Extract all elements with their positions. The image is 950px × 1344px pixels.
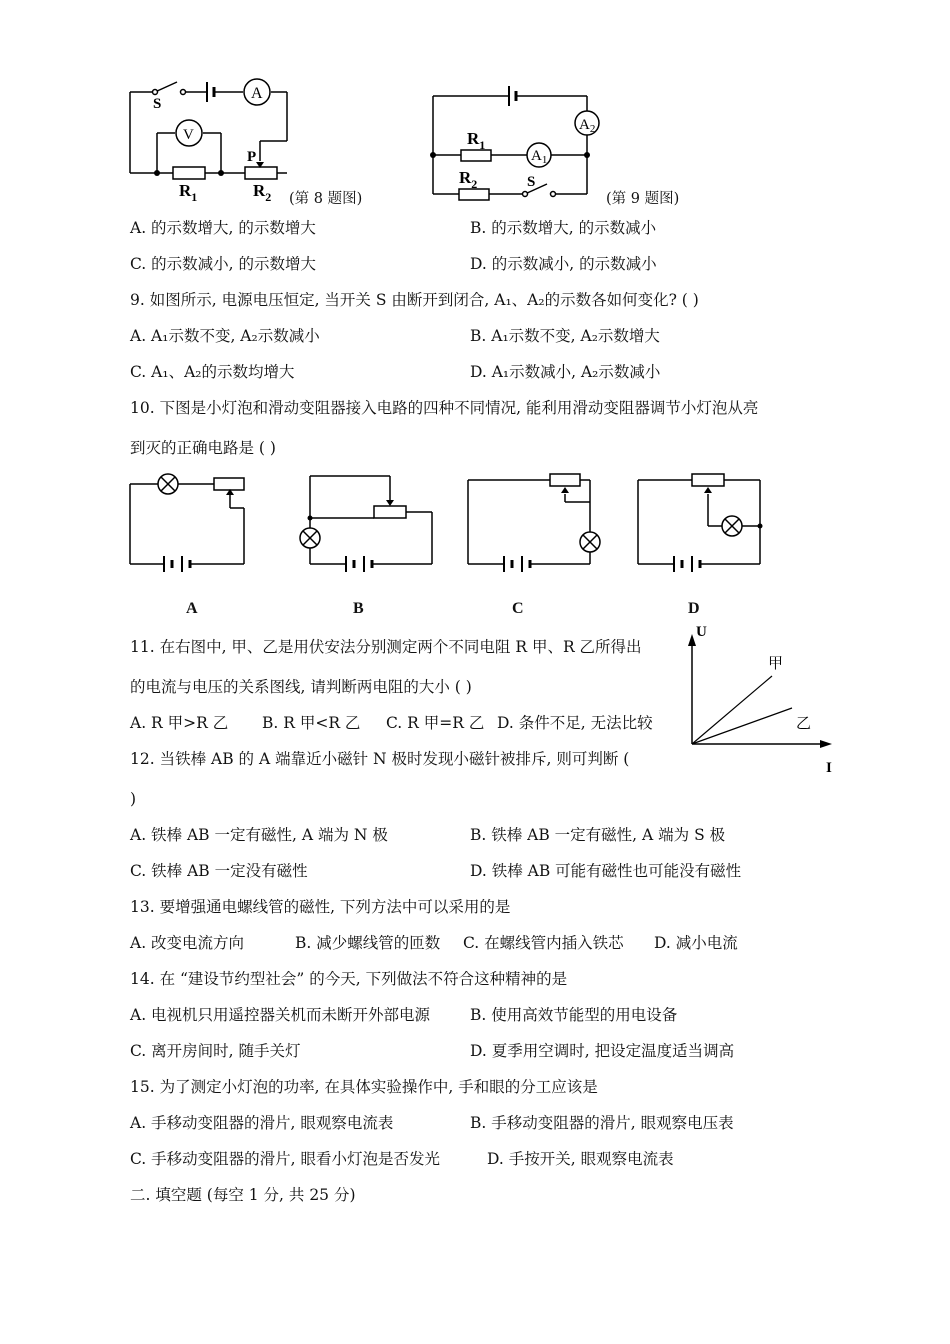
q8-r2-subscript: 2 [265,190,272,204]
q8-figure-caption: (第 8 题图) [289,191,363,207]
q13-stem: 13. 要增强通电螺线管的磁性, 下列方法中可以采用的是 [130,898,511,916]
q12-option-c[interactable]: C. 铁棒 AB 一定没有磁性 [130,862,308,880]
q9-circuit-diagram [425,84,605,204]
q8-slider-label: P [247,149,257,165]
q10-stem-line2: 到灭的正确电路是 ( ) [130,439,276,457]
q15-stem: 15. 为了测定小灯泡的功率, 在具体实验操作中, 手和眼的分工应该是 [130,1078,598,1096]
q12-stem-line2: ) [130,790,137,808]
svg-text:R1 [467,129,485,152]
q11-stem-line1: 11. 在右图中, 甲、乙是用伏安法分别测定两个不同电阻 R 甲、R 乙所得出 [130,638,642,656]
q10-label-d: D [688,600,700,617]
q10-circuit-a [128,472,253,577]
svg-text:R1 [179,181,197,204]
q9-figure-caption: (第 9 题图) [606,191,680,207]
q14-option-a[interactable]: A. 电视机只用遥控器关机而未断开外部电源 [130,1006,431,1024]
q15-option-d[interactable]: D. 手按开关, 眼观察电流表 [487,1150,674,1168]
q9-a2-subscript: 2 [589,123,596,135]
q11-y-axis-label: U [696,624,707,640]
q9-r1-label: R [467,129,480,148]
q11-x-axis-label: I [826,760,832,776]
q12-option-d[interactable]: D. 铁棒 AB 可能有磁性也可能没有磁性 [470,862,742,880]
q13-option-b[interactable]: B. 减少螺线管的匝数 [295,934,441,952]
q13-option-a[interactable]: A. 改变电流方向 [130,934,245,952]
q15-option-a[interactable]: A. 手移动变阻器的滑片, 眼观察电流表 [130,1114,394,1132]
q9-option-a[interactable]: A. A₁示数不变, A₂示数减小 [130,327,320,345]
q11-line-yi-label: 乙 [796,716,812,732]
q14-option-c[interactable]: C. 离开房间时, 随手关灯 [130,1042,301,1060]
q9-option-d[interactable]: D. A₁示数减小, A₂示数减小 [470,363,661,381]
section2-heading: 二. 填空题 (每空 1 分, 共 25 分) [130,1186,356,1204]
q9-a1-label: A [531,148,542,164]
q11-option-a[interactable]: A. R 甲>R 乙 [130,714,229,732]
svg-text:R2 [459,168,477,191]
q11-ui-graph [680,620,840,780]
q8-r1-label: R [179,181,192,200]
q10-label-b: B [353,600,364,617]
q10-circuit-b [298,470,438,580]
q10-label-c: C [512,600,524,617]
q10-stem-line1: 10. 下图是小灯泡和滑动变阻器接入电路的四种不同情况, 能利用滑动变阻器调节小灯泡从亮 [130,399,759,417]
q11-line-jia-label: 甲 [768,656,784,672]
q12-stem-line1: 12. 当铁棒 AB 的 A 端靠近小磁针 N 极时发现小磁针被排斥, 则可判断 ( [130,750,630,768]
q8-r2-label: R [253,181,266,200]
q10-circuit-c [466,472,606,582]
q8-option-a[interactable]: A. 的示数增大, 的示数增大 [130,219,316,237]
q8-option-d[interactable]: D. 的示数减小, 的示数减小 [470,255,657,273]
q8-ammeter-label: A [251,85,263,102]
q9-option-b[interactable]: B. A₁示数不变, A₂示数增大 [470,327,660,345]
q11-option-c[interactable]: C. R 甲=R 乙 [386,714,485,732]
q9-switch-label: S [527,174,536,190]
q9-r1-subscript: 1 [479,138,486,152]
q9-stem: 9. 如图所示, 电源电压恒定, 当开关 S 由断开到闭合, A₁、A₂的示数各如何变化? ( ) [130,291,699,309]
q14-stem: 14. 在 “建设节约型社会” 的今天, 下列做法不符合这种精神的是 [130,970,568,988]
q8-voltmeter-label: V [183,127,194,143]
q11-option-d[interactable]: D. 条件不足, 无法比较 [497,714,653,732]
q14-option-b[interactable]: B. 使用高效节能型的用电设备 [470,1006,678,1024]
q8-switch-label: S [153,96,162,112]
q9-a1-subscript: 1 [541,154,548,166]
q12-option-b[interactable]: B. 铁棒 AB 一定有磁性, A 端为 S 极 [470,826,726,844]
q13-option-d[interactable]: D. 减小电流 [654,934,738,952]
q8-r1-subscript: 1 [191,190,198,204]
q9-r2-label: R [459,168,472,187]
q10-circuit-d [636,472,771,582]
q13-option-c[interactable]: C. 在螺线管内插入铁芯 [463,934,624,952]
q14-option-d[interactable]: D. 夏季用空调时, 把设定温度适当调高 [470,1042,735,1060]
q11-stem-line2: 的电流与电压的关系图线, 请判断两电阻的大小 ( ) [130,678,472,696]
q9-r2-subscript: 2 [471,177,478,191]
q10-label-a: A [186,600,198,617]
q11-option-b[interactable]: B. R 甲<R 乙 [262,714,361,732]
q8-option-c[interactable]: C. 的示数减小, 的示数增大 [130,255,317,273]
q8-option-b[interactable]: B. 的示数增大, 的示数减小 [470,219,657,237]
q15-option-b[interactable]: B. 手移动变阻器的滑片, 眼观察电压表 [470,1114,734,1132]
q12-option-a[interactable]: A. 铁棒 AB 一定有磁性, A 端为 N 极 [130,826,388,844]
q9-a2-label: A [579,117,590,133]
svg-text:R2 [253,181,271,204]
q9-option-c[interactable]: C. A₁、A₂的示数均增大 [130,363,295,381]
q8-circuit-diagram [125,76,295,206]
q15-option-c[interactable]: C. 手移动变阻器的滑片, 眼看小灯泡是否发光 [130,1150,441,1168]
